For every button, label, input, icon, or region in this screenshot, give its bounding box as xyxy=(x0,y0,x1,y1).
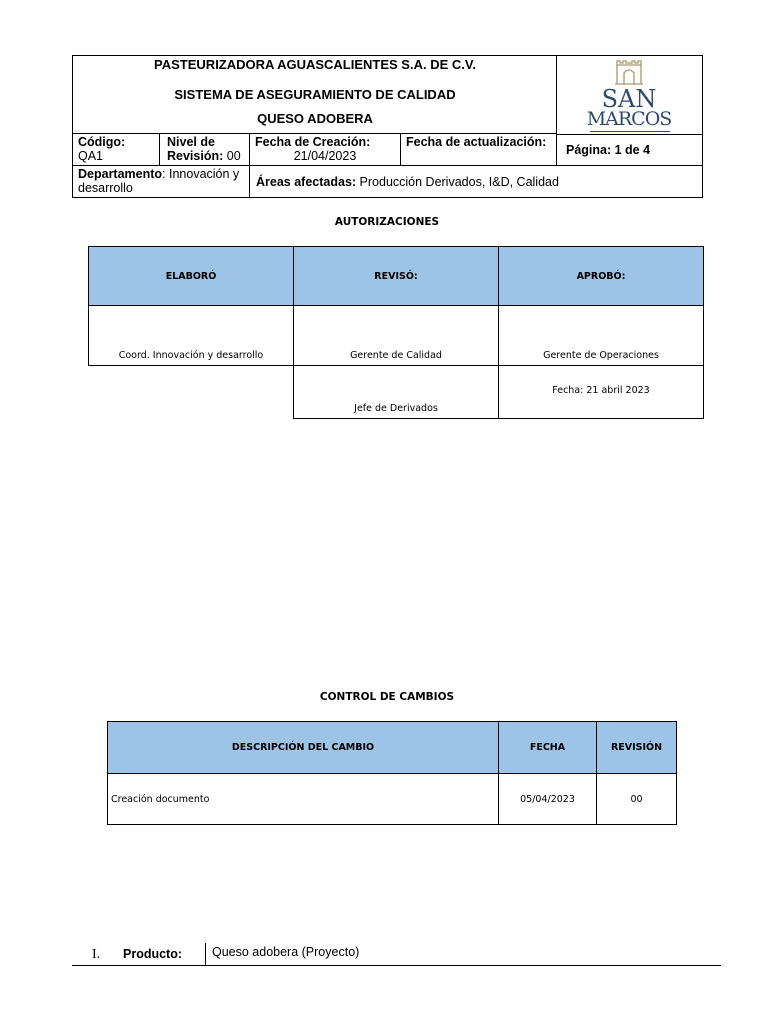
producto-value: Queso adobera (Proyecto) xyxy=(212,945,360,959)
descripcion-header: DESCRIPCIÓN DEL CAMBIO xyxy=(107,721,499,774)
aprobo-header: APROBÓ: xyxy=(498,246,704,306)
revision-label: Revisión: xyxy=(167,149,224,163)
arch-logo-icon xyxy=(614,57,644,85)
divider xyxy=(72,965,721,966)
codigo-value: QA1 xyxy=(78,149,104,163)
table-row-revision: 00 xyxy=(596,773,677,825)
aprobo-date-cell xyxy=(498,365,704,419)
revision-value: 00 xyxy=(226,149,241,163)
divider xyxy=(73,165,702,166)
areas-label: Áreas afectadas: xyxy=(256,175,357,189)
page-number: Página: 1 de 4 xyxy=(566,143,651,157)
reviso-name-2: Jefe de Derivados xyxy=(354,403,438,414)
reviso-cell-2 xyxy=(293,365,499,419)
departamento-value-2: desarrollo xyxy=(78,181,133,195)
fecha-creacion-value: 21/04/2023 xyxy=(293,149,357,163)
logo-text-san: SAN xyxy=(601,85,657,113)
producto-label: Producto: xyxy=(123,947,183,961)
divider xyxy=(556,134,557,165)
system-name: SISTEMA DE ASEGURAMIENTO DE CALIDAD xyxy=(174,87,456,102)
codigo-label: Código: xyxy=(78,135,126,149)
aprobo-cell xyxy=(498,305,704,366)
divider xyxy=(159,134,160,165)
document-title: QUESO ADOBERA xyxy=(257,111,373,126)
divider xyxy=(556,134,702,135)
section-numeral: I. xyxy=(92,947,101,962)
company-name: PASTEURIZADORA AGUASCALIENTES S.A. DE C.V. xyxy=(154,57,476,72)
areas-cell xyxy=(256,175,559,189)
fecha-creacion-cell xyxy=(255,135,395,163)
divider xyxy=(400,134,401,165)
san-marcos-logo xyxy=(560,57,698,132)
logo-text-marcos: MARCOS xyxy=(586,108,672,130)
reviso-header: REVISÓ: xyxy=(293,246,499,306)
departamento-cell xyxy=(78,167,246,195)
divider xyxy=(205,943,206,965)
control-cambios-title: CONTROL DE CAMBIOS xyxy=(319,691,455,703)
table-row-descripcion: Creación documento xyxy=(107,773,499,825)
autorizaciones-title: AUTORIZACIONES xyxy=(334,216,440,228)
aprobo-date: Fecha: 21 abril 2023 xyxy=(552,385,650,396)
table-row-fecha: 05/04/2023 xyxy=(498,773,597,825)
logo-underline xyxy=(590,131,670,132)
departamento-value: : Innovación y xyxy=(162,167,240,181)
fecha-creacion-label: Fecha de Creación: xyxy=(255,135,371,149)
revision-header: REVISIÓN xyxy=(596,721,677,774)
nivel-label: Nivel de xyxy=(167,135,215,149)
elaboro-header: ELABORÓ xyxy=(88,246,294,306)
elaboro-name: Coord. Innovación y desarrollo xyxy=(118,350,264,361)
areas-value: Producción Derivados, I&D, Calidad xyxy=(356,175,559,189)
elaboro-cell xyxy=(88,305,294,366)
revision-cell xyxy=(167,135,241,163)
reviso-name: Gerente de Calidad xyxy=(350,350,442,361)
fecha-actualizacion-label: Fecha de actualización: xyxy=(406,135,547,149)
fecha-header: FECHA xyxy=(498,721,597,774)
aprobo-name: Gerente de Operaciones xyxy=(543,350,659,361)
reviso-cell xyxy=(293,305,499,366)
divider xyxy=(73,133,557,134)
codigo-cell xyxy=(78,135,125,163)
departamento-label: Departamento xyxy=(78,167,163,181)
divider xyxy=(249,134,250,198)
